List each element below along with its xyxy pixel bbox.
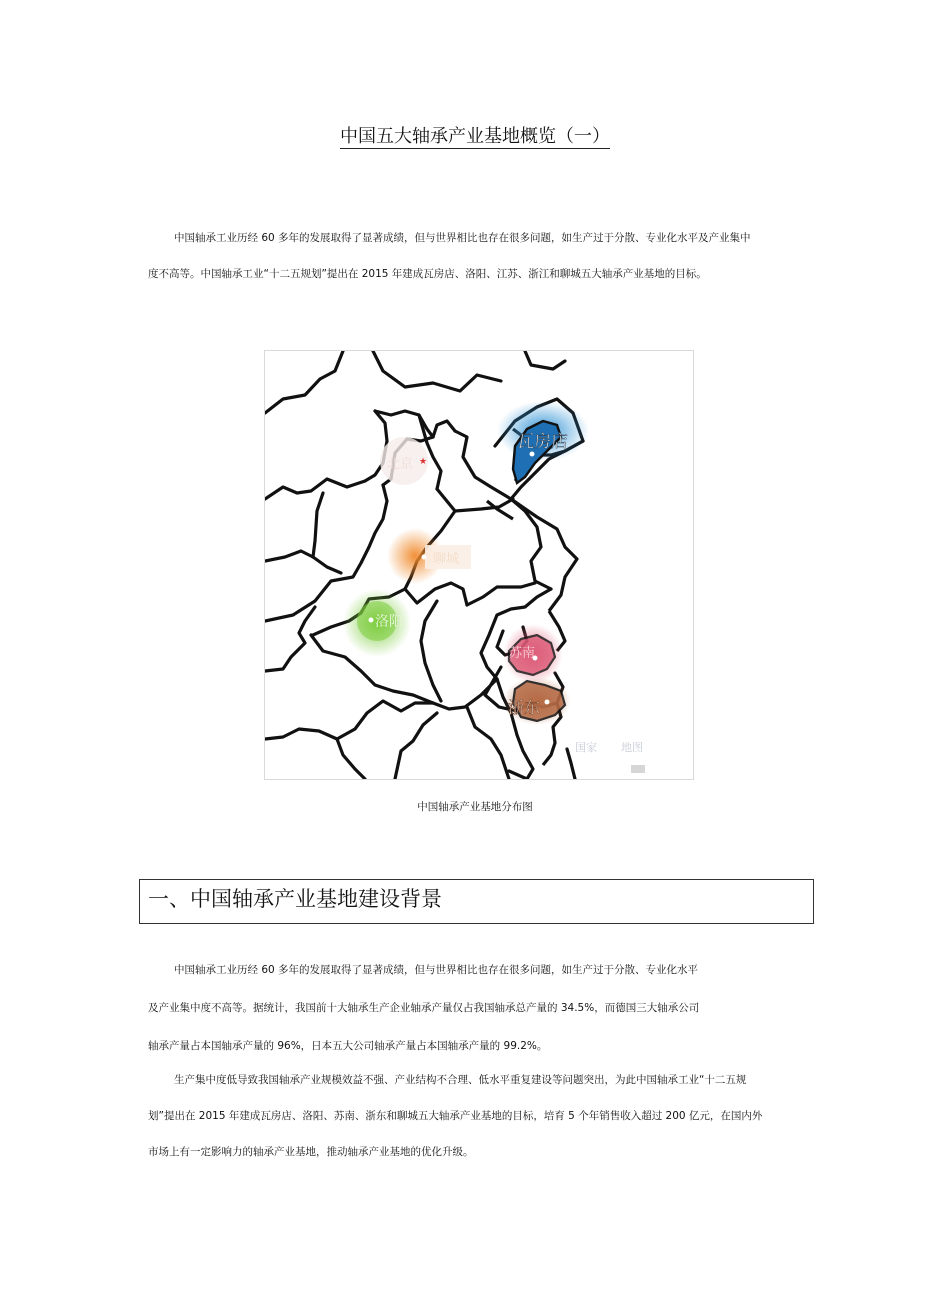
- section1-p1-line3: 轴承产量占本国轴承产量的 96%，日本五大公司轴承产量占本国轴承产量的 99.2%。: [148, 1040, 548, 1052]
- page-title-text: 中国五大轴承产业基地概览（一）: [340, 126, 610, 147]
- luoyang-label: 洛阳: [375, 614, 403, 630]
- zhedong-label: 浙东: [508, 698, 541, 717]
- section1-p2-line1: 生产集中度低导致我国轴承产业规模效益不强、产业结构不合理、低水平重复建设等问题突出，为此中国轴承工业“十二五规: [174, 1074, 747, 1086]
- intro-line-1: 中国轴承工业历经 60 多年的发展取得了显著成绩，但与世界相比也存在很多问题，如生产过于分散、专业化水平及产业集中: [174, 232, 751, 244]
- luoyang-dot: [369, 618, 374, 623]
- liaocheng-label: 聊城: [433, 552, 460, 567]
- wafangdian-label: 瓦房店: [517, 432, 568, 452]
- section-heading: 一、中国轴承产业基地建设背景: [148, 887, 442, 911]
- wafangdian-dot: [530, 452, 535, 457]
- map-scale-mark: [631, 765, 645, 773]
- section1-p2-line3: 市场上有一定影响力的轴承产业基地，推动轴承产业基地的优化升级。: [148, 1146, 474, 1158]
- section1-p2-line2: 划”提出在 2015 年建成瓦房店、洛阳、苏南、浙东和聊城五大轴承产业基地的目标，培育 5 个年销售收入超过 200 亿元，在国内外: [148, 1110, 763, 1122]
- section-heading-box: [139, 879, 814, 924]
- bearing-base-map: [264, 350, 694, 780]
- liaocheng-dot: [422, 555, 427, 560]
- map-footer-right: 地图: [621, 741, 643, 754]
- capital-star-icon: ★: [419, 457, 428, 467]
- map-footer-left: 国家: [575, 741, 597, 754]
- map-svg: [265, 351, 693, 779]
- intro-line-2: 度不高等。中国轴承工业“十二五规划”提出在 2015 年建成瓦房店、洛阳、江苏、浙江和聊城五大轴承产业基地的目标。: [148, 268, 707, 280]
- page-title: [0, 122, 950, 148]
- section1-p1-line1: 中国轴承工业历经 60 多年的发展取得了显著成绩，但与世界相比也存在很多问题，如生产过于分散、专业化水平: [174, 964, 699, 976]
- zhedong-dot: [545, 700, 550, 705]
- beijing-label: 北京: [387, 457, 414, 472]
- sunan-label: 苏南: [509, 646, 536, 661]
- map-caption: 中国轴承产业基地分布图: [417, 801, 533, 813]
- section1-p1-line2: 及产业集中度不高等。据统计，我国前十大轴承生产企业轴承产量仅占我国轴承总产量的 34.5%，而德国三大轴承公司: [148, 1002, 700, 1014]
